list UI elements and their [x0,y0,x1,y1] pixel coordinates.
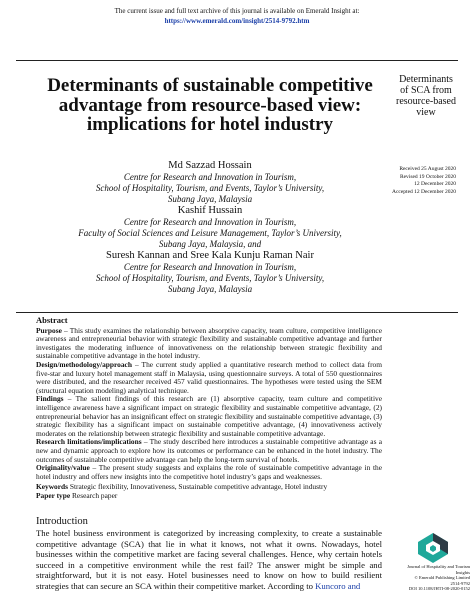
abstract-purpose [36,327,382,361]
author-affiliation-line: School of Hospitality, Tourism, and Events, Taylor’s University, [95,183,325,193]
running-title-line: of SCA from [400,85,452,96]
received-date: Received 25 August 2020 [399,166,456,172]
keywords-label: Keywords [36,482,69,492]
research-label: Research limitations/implications [36,437,142,447]
introduction-body [36,528,382,591]
doi: DOI 10.1108/JHTI-08-2020-0152 [408,586,470,592]
author-1 [40,160,380,205]
running-title-line: view [416,107,436,118]
keywords-text: Strategic flexibility, Innovativeness, Sustainable competitive advantage, Hotel industry [68,482,328,492]
paper-type-label: Paper type [36,490,71,500]
author-3 [40,250,380,295]
archive-banner [0,6,474,26]
citation-link[interactable]: Kuncoro and [315,580,361,591]
abstract-divider [16,312,458,313]
author-affiliation-line: Centre for Research and Innovation in Tourism, [123,262,297,272]
purpose-text: – This study examines the relationship between absorptive capacity, team culture, competitive intelligence awareness and entrepreneurial behavior with strategic flexibility and sustainable competitive advantage and further investigates the moderating influence of innovativeness on the relationship between strategic flexibility and sustainable competitive advantage in the hotel industry. [36,325,382,361]
running-title-line: Determinants [399,74,453,85]
journal-url-link[interactable]: https://www.emerald.com/insight/2514-9792.htm [164,17,310,25]
originality-label: Originality/value [36,463,90,473]
running-title-line: resource-based [396,96,456,107]
introduction-text: The hotel business environment is categorized by increasing complexity, to create a sustainable competitive advantage (SCA) that lie in what it knows, not what it owns. Nowadays, hotel businesses within the competitive market are facing several challenges. Hence, why certain hotels succeed in a competitive environment while the rest fail? The answer might be simple and straightforward, but it is not easy. Hotel businesses need to know on how to build resilient strategies that can secure an SCA within their competitive market. According to [36,528,382,591]
abstract-heading: Abstract [36,315,68,325]
author-name: Suresh Kannan and Sree Kala Kunju Raman Nair [106,250,314,261]
accepted-date: Accepted 12 December 2020 [392,188,456,195]
author-affiliation-line: School of Hospitality, Tourism, and Events, Taylor’s University, [95,273,325,283]
findings-label: Findings [36,394,64,404]
author-affiliation-line: Subang Jaya, Malaysia [167,284,253,294]
design-label: Design/methodology/approach [36,359,132,369]
design-text: – The current study applied a quantitative research method to collect data from five-star and luxury hotel management staff in Malaysia, using questionnaire surveys. A total of 550 questionnaires were distributed, and the researcher received 457 valid questionnaires. The hypotheses were tested using the SEM (structural equation modeling) analytical technique. [36,359,382,395]
author-affiliation-line: Subang Jaya, Malaysia [167,194,253,204]
author-name: Kashif Hussain [177,205,243,216]
abstract-findings [36,395,382,438]
author-block [40,160,380,295]
author-affiliation-line: Centre for Research and Innovation in Tourism, [123,217,297,227]
author-affiliation-line: Subang Jaya, Malaysia, and [158,239,262,249]
abstract-originality [36,464,382,481]
archive-notice: The current issue and full text archive of this journal is available on Emerald Insight at: [114,7,360,15]
findings-text: – The salient findings of this research are (1) absorptive capacity, team culture and competitive intelligence awareness have a significant impact on strategic flexibility and sustainable competitive advantage, (2) entrepreneurial behavior has an insignificant effect on strategic flexibility and sustainable competitive advantage, (3) strategic flexibility has a significant impact on sustainable competitive advantage, (4) innovativeness actively moderates on the relationship between strategic flexibility and sustainable competitive advantage. [36,394,382,438]
running-title [384,74,468,118]
author-affiliation-line: Faculty of Social Sciences and Leisure Management, Taylor’s University, [78,228,342,238]
research-text: – The study described here introduces a sustainable competitive advantage as a new and dynamic approach to explore how its outcomes or performance can be enhanced in the hotel industry. The outcomes of sustainable competitive advantage can help the long-term survival of hotels. [36,437,382,464]
purpose-label: Purpose [36,325,62,335]
originality-text: – The present study suggests and explains the role of sustainable competitive advantage in the hotel industry and offers new insights into the competitive hotel industry’s gaps and weaknesses. [36,463,382,481]
article-title: Determinants of sustainable competitive advantage from resource-based view: implications for hotel industry [47,75,373,135]
journal-logo-icon [418,533,448,563]
author-name: Md Sazzad Hossain [168,160,252,171]
author-affiliation-line: Centre for Research and Innovation in Tourism, [123,172,297,182]
submission-dates [372,166,456,196]
journal-name-cont: Insights [455,569,470,575]
paper-type [36,492,382,501]
issn: 2514-9792 [450,580,470,586]
revised-date: Revised 19 October 2020 [399,173,456,180]
journal-name: Journal of Hospitality and Tourism [407,564,470,569]
abstract-design [36,361,382,395]
author-2 [40,205,380,250]
revised-date: 12 December 2020 [414,181,456,187]
introduction-heading: Introduction [36,516,88,527]
paper-type-text: Research paper [70,490,118,500]
abstract-section [36,316,382,500]
header-divider [16,60,458,61]
publisher: © Emerald Publishing Limited [414,575,470,581]
journal-info [386,564,470,592]
abstract-research-limitations [36,438,382,464]
